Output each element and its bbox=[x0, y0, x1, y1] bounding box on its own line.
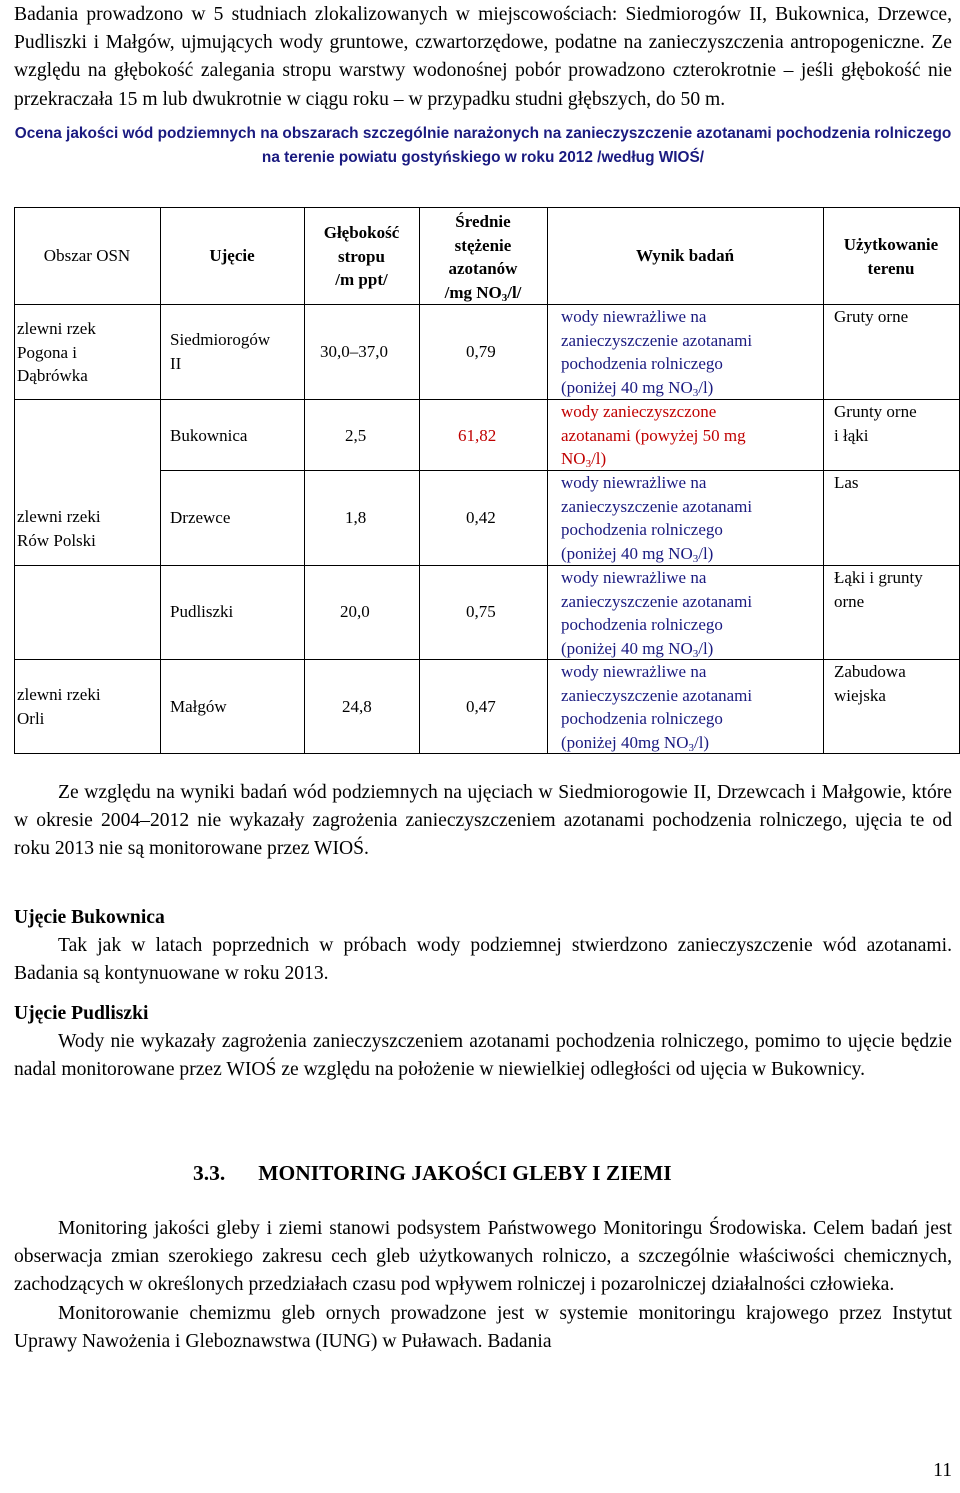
intro-paragraph: Badania prowadzono w 5 studniach zlokalizowanych w miejscowościach: Siedmiorogów II, Bukownica, Drzewce, Pudliszki i Małgów, ujmujących wody gruntowe, czwartorzędowe, podatne na zanieczyszczenia antropogeniczne. Ze względu na głębokość zalegania stropu warstwy wodonośnej pobór prowadzono czterokrotnie – jeśli głębokość nie przekraczała 15 m lub dwukrotnie w ciągu roku – w przypadku studni głębszych, do 50 m. bbox=[14, 4, 952, 110]
landuse-drzewce: Las bbox=[834, 473, 859, 492]
depth-siedmiorogow: 30,0–37,0 bbox=[320, 342, 388, 361]
area-row-polski: zlewni rzeki Rów Polski bbox=[17, 507, 101, 550]
depth-drzewce: 1,8 bbox=[345, 508, 367, 527]
landuse-siedmiorogow: Gruty orne bbox=[834, 307, 909, 326]
area-orli: zlewni rzeki Orli bbox=[17, 685, 101, 728]
result-malgow: wody niewrażliwe na zanieczyszczenie azotanami pochodzenia rolniczego (poniżej 40mg $NO_3/l$) bbox=[561, 662, 753, 754]
section-number: 3.3. bbox=[193, 1161, 226, 1185]
bukownica-section bbox=[14, 904, 952, 989]
section-heading bbox=[193, 1161, 672, 1186]
bukownica-text: Tak jak w latach poprzednich w próbach wody podziemnej stwierdzono zanieczyszczenie wód azotanami. Badania są kontynuowane w roku 2013. bbox=[14, 935, 952, 985]
header-result: Wynik badań bbox=[635, 246, 735, 265]
concentration-siedmiorogow: 0,79 bbox=[466, 342, 496, 361]
header-depth: Głębokość stropu /m ppt/ bbox=[323, 223, 400, 290]
document-page bbox=[14, 0, 952, 1352]
section-paragraph-2: Monitorowanie chemizmu gleb ornych prowadzone jest w systemie monitoringu krajowego przez Instytut Uprawy Nawożenia i Gleboznawstwa (IUNG) w Puławach. Badania bbox=[14, 1302, 952, 1352]
landuse-malgow: Zabudowa wiejska bbox=[834, 662, 906, 705]
depth-pudliszki: 20,0 bbox=[340, 602, 370, 621]
result-drzewce: wody niewrażliwe na zanieczyszczenie azotanami pochodzenia rolniczego (poniżej 40 mg $NO_3/l$) bbox=[561, 473, 753, 565]
result-siedmiorogow: wody niewrażliwe na zanieczyszczenie azotanami pochodzenia rolniczego (poniżej 40 mg $NO_3/l$) bbox=[561, 307, 753, 399]
intake-drzewce: Drzewce bbox=[170, 508, 231, 527]
section-title: MONITORING JAKOŚCI GLEBY I ZIEMI bbox=[258, 1161, 672, 1185]
landuse-bukownica: Grunty orne i łąki bbox=[834, 402, 917, 445]
intake-siedmiorogow: Siedmiorogów II bbox=[170, 330, 271, 373]
intake-bukownica: Bukownica bbox=[170, 426, 248, 445]
concentration-bukownica: 61,82 bbox=[458, 426, 497, 445]
result-bukownica: wody zanieczyszczone azotanami (powyżej 50 mg $NO_3/l$) bbox=[561, 402, 746, 471]
intake-pudliszki: Pudliszki bbox=[170, 602, 234, 621]
concentration-pudliszki: 0,75 bbox=[466, 602, 496, 621]
area-pogona-dabrowka: zlewni rzek Pogona i Dąbrówka bbox=[17, 319, 96, 386]
depth-bukownica: 2,5 bbox=[345, 426, 367, 445]
header-concentration: Średnie stężenie azotanów /mg $NO_3/l/$ bbox=[444, 212, 522, 304]
bukownica-heading: Ujęcie Bukownica bbox=[14, 907, 165, 928]
header-area: Obszar OSN bbox=[43, 246, 131, 265]
pudliszki-heading: Ujęcie Pudliszki bbox=[14, 1003, 149, 1024]
intake-malgow: Małgów bbox=[170, 697, 227, 716]
page-number: 11 bbox=[933, 1460, 952, 1481]
result-pudliszki: wody niewrażliwe na zanieczyszczenie azotanami pochodzenia rolniczego (poniżej 40 mg $NO_3/l$) bbox=[561, 568, 753, 660]
landuse-pudliszki: Łąki i grunty orne bbox=[834, 568, 923, 611]
depth-malgow: 24,8 bbox=[342, 697, 372, 716]
pudliszki-section bbox=[14, 1000, 952, 1085]
concentration-malgow: 0,47 bbox=[466, 697, 496, 716]
section-paragraph-1: Monitoring jakości gleby i ziemi stanowi podsystem Państwowego Monitoringu Środowiska. Celem badań jest obserwacja zmian szerokiego zakresu cech gleb użytkowanych rolniczo, a szczególnie właściwości chemicznych, zachodzących w określonych przedziałach czasu pod wpływem rolniczej i pozarolniczej działalności człowieka. bbox=[14, 1218, 952, 1296]
table-caption: Ocena jakości wód podziemnych na obszarach szczególnie narażonych na zanieczyszczenie azotanami pochodzenia rolniczego na terenie powiatu gostyńskiego w roku 2012 /według WIOŚ/ bbox=[14, 124, 952, 166]
section-body bbox=[14, 1215, 952, 1356]
pudliszki-text: Wody nie wykazały zagrożenia zanieczyszczeniem azotanami pochodzenia rolniczego, pomimo to ujęcie będzie nadal monitorowane przez WIOŚ ze względu na położenie w niewielkiej odległości od ujęcia w Bukownicy. bbox=[14, 1031, 952, 1081]
header-intake: Ujęcie bbox=[209, 246, 255, 265]
concentration-drzewce: 0,42 bbox=[466, 508, 496, 527]
nitrate-table bbox=[14, 207, 960, 754]
after-table-paragraph: Ze względu na wyniki badań wód podziemnych na ujęciach w Siedmiorogowie II, Drzewcach i Małgowie, które w okresie 2004–2012 nie wykazały zagrożenia zanieczyszczeniem azotanami pochodzenia rolniczego, ujęcia te od roku 2013 nie są monitorowane przez WIOŚ. bbox=[14, 782, 952, 860]
header-land-use: Użytkowanie terenu bbox=[843, 235, 939, 278]
